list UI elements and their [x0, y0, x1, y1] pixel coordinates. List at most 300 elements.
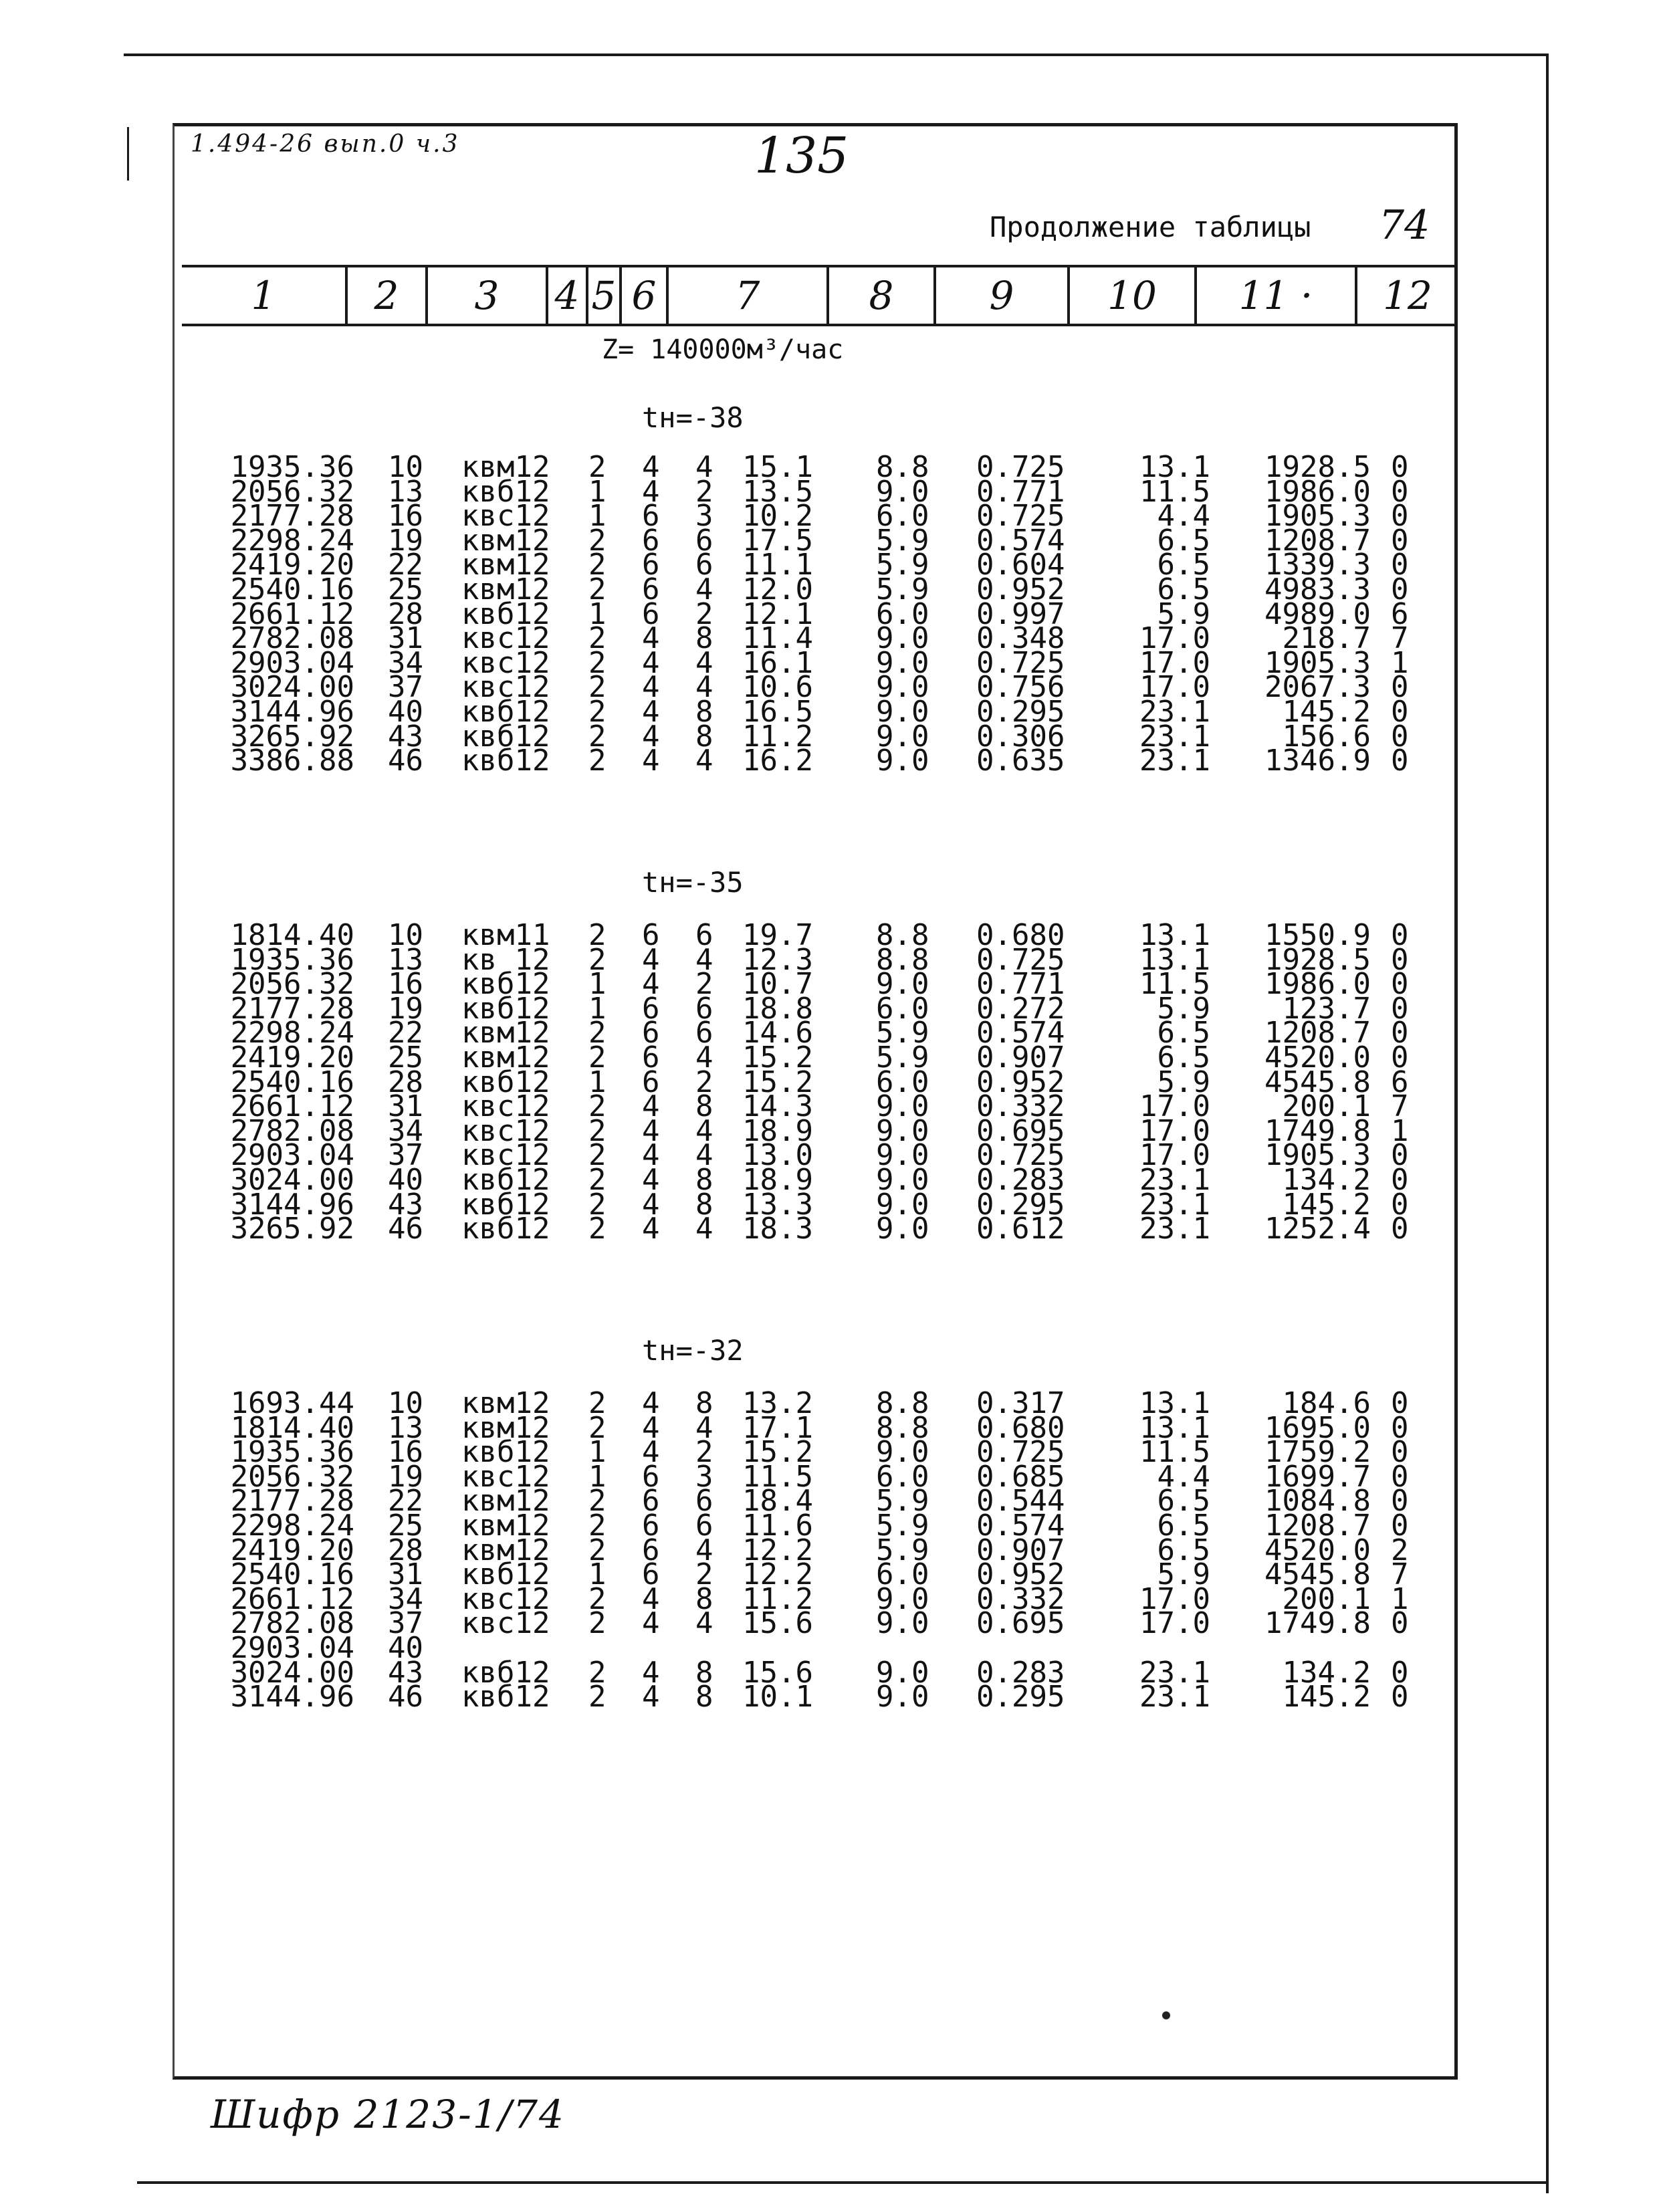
table-cell-col-1: 3024.00: [230, 1655, 354, 1690]
table-cell-col-10: 23.1: [1139, 744, 1210, 778]
table-cell-col-10: 17.0: [1139, 1138, 1210, 1173]
table-cell-col-8: 8.8: [876, 1410, 929, 1445]
table-cell-col-1: 2782.08: [230, 1606, 354, 1641]
table-cell-col-8: 8.8: [876, 450, 929, 484]
table-cell-col-5: 6: [642, 1065, 660, 1099]
table-cell-col-6: 2: [695, 1435, 713, 1470]
table-cell-col-1: 2177.28: [230, 499, 354, 534]
table-cell-col-3: квб12: [461, 1187, 550, 1222]
table-cell-col-2: 46: [388, 1212, 423, 1246]
table-cell-col-11: 1084.8: [1264, 1484, 1371, 1519]
table-cell-col-6: 8: [695, 621, 713, 656]
table-cell-col-11: 4520.0: [1264, 1040, 1371, 1075]
table-cell-col-11: 4545.8: [1264, 1065, 1371, 1099]
table-cell-col-7: 15.6: [742, 1606, 813, 1641]
table-cell-col-2: 28: [388, 1065, 423, 1099]
table-cell-col-7: 15.1: [742, 450, 813, 484]
column-header-8: 8: [829, 267, 936, 324]
table-cell-col-8: 9.0: [876, 621, 929, 656]
table-cell-col-4: 2: [588, 1089, 606, 1124]
table-cell-col-1: 1814.40: [230, 1410, 354, 1445]
table-cell-col-11: 1905.3: [1264, 499, 1371, 534]
table-cell-col-10: 23.1: [1139, 1187, 1210, 1222]
table-cell-col-8: 9.0: [876, 670, 929, 705]
table-cell-col-5: 4: [642, 942, 660, 977]
table-cell-col-5: 4: [642, 695, 660, 729]
table-cell-col-10: 17.0: [1139, 1089, 1210, 1124]
table-cell-col-12: 0: [1391, 1655, 1409, 1690]
table-cell-col-12: 0: [1391, 450, 1409, 484]
table-number: 74: [1379, 202, 1430, 249]
table-cell-col-1: 3265.92: [230, 1212, 354, 1246]
table-cell-col-12: 6: [1391, 596, 1409, 631]
right-border-line: [1546, 53, 1549, 2193]
top-border-line: [124, 53, 1548, 56]
table-cell-col-9: 0.283: [976, 1163, 1065, 1197]
table-cell-col-4: 1: [588, 499, 606, 534]
section-title: tн=-32: [642, 1334, 744, 1367]
table-cell-col-2: 34: [388, 645, 423, 680]
table-cell-col-9: 0.604: [976, 548, 1065, 582]
table-cell-col-7: 19.7: [742, 918, 813, 952]
table-cell-col-2: 43: [388, 1655, 423, 1690]
table-cell-col-10: 11.5: [1139, 474, 1210, 509]
table-cell-col-4: 1: [588, 596, 606, 631]
table-cell-col-11: 1252.4: [1264, 1212, 1371, 1246]
table-cell-col-7: 13.3: [742, 1187, 813, 1222]
table-cell-col-4: 2: [588, 719, 606, 754]
table-cell-col-10: 17.0: [1139, 645, 1210, 680]
table-cell-col-12: 0: [1391, 1606, 1409, 1641]
table-cell-col-9: 0.295: [976, 1680, 1065, 1715]
table-cell-col-11: 145.2: [1282, 1680, 1371, 1715]
table-cell-col-8: 8.8: [876, 942, 929, 977]
table-cell-col-9: 0.295: [976, 1187, 1065, 1222]
table-cell-col-8: 8.8: [876, 918, 929, 952]
table-cell-col-5: 4: [642, 645, 660, 680]
table-cell-col-9: 0.725: [976, 942, 1065, 977]
table-cell-col-9: 0.635: [976, 744, 1065, 778]
table-cell-col-1: 1935.36: [230, 942, 354, 977]
table-cell-col-1: 2661.12: [230, 1089, 354, 1124]
table-cell-col-1: 2903.04: [230, 1138, 354, 1173]
table-cell-col-2: 25: [388, 1509, 423, 1543]
table-cell-col-8: 5.9: [876, 1533, 929, 1567]
table-cell-col-10: 6.5: [1157, 548, 1210, 582]
table-cell-col-9: 0.283: [976, 1655, 1065, 1690]
table-cell-col-1: 2177.28: [230, 1484, 354, 1519]
table-cell-col-9: 0.725: [976, 1435, 1065, 1470]
table-cell-col-1: 3386.88: [230, 744, 354, 778]
table-cell-col-4: 1: [588, 1065, 606, 1099]
table-cell-col-11: 1905.3: [1264, 645, 1371, 680]
table-cell-col-1: 2419.20: [230, 548, 354, 582]
table-cell-col-2: 25: [388, 572, 423, 606]
table-cell-col-3: квс12: [461, 1113, 550, 1148]
table-cell-col-4: 1: [588, 474, 606, 509]
table-cell-col-2: 34: [388, 1581, 423, 1616]
table-cell-col-4: 2: [588, 1163, 606, 1197]
table-cell-col-12: 0: [1391, 1212, 1409, 1246]
table-cell-col-6: 6: [695, 523, 713, 558]
table-cell-col-12: 1: [1391, 1581, 1409, 1616]
table-cell-col-2: 37: [388, 670, 423, 705]
table-cell-col-7: 10.6: [742, 670, 813, 705]
table-cell-col-12: 0: [1391, 744, 1409, 778]
table-cell-col-9: 0.332: [976, 1581, 1065, 1616]
table-cell-col-1: 2903.04: [230, 645, 354, 680]
table-cell-col-11: 134.2: [1282, 1163, 1371, 1197]
table-cell-col-6: 2: [695, 596, 713, 631]
table-cell-col-8: 9.0: [876, 719, 929, 754]
table-cell-col-3: квм12: [461, 548, 550, 582]
table-cell-col-2: 25: [388, 1040, 423, 1075]
table-cell-col-9: 0.771: [976, 474, 1065, 509]
table-cell-col-8: 5.9: [876, 1484, 929, 1519]
table-cell-col-2: 10: [388, 1386, 423, 1420]
table-cell-col-6: 4: [695, 942, 713, 977]
table-cell-col-7: 18.4: [742, 1484, 813, 1519]
table-cell-col-9: 0.695: [976, 1606, 1065, 1641]
table-cell-col-9: 0.725: [976, 1138, 1065, 1173]
table-cell-col-10: 11.5: [1139, 967, 1210, 1002]
table-cell-col-6: 4: [695, 1533, 713, 1567]
table-cell-col-7: 18.9: [742, 1113, 813, 1148]
table-cell-col-8: 9.0: [876, 1655, 929, 1690]
table-cell-col-3: квм12: [461, 572, 550, 606]
column-header-row: [182, 265, 1458, 326]
table-cell-col-2: 40: [388, 695, 423, 729]
table-cell-col-11: 1749.8: [1264, 1606, 1371, 1641]
table-cell-col-9: 0.685: [976, 1459, 1065, 1494]
table-cell-col-8: 9.0: [876, 1138, 929, 1173]
table-cell-col-8: 9.0: [876, 645, 929, 680]
table-cell-col-1: 2782.08: [230, 621, 354, 656]
table-cell-col-12: 0: [1391, 670, 1409, 705]
table-cell-col-12: 0: [1391, 719, 1409, 754]
table-cell-col-3: квс12: [461, 645, 550, 680]
table-cell-col-11: 184.6: [1282, 1386, 1371, 1420]
table-cell-col-1: 1935.36: [230, 450, 354, 484]
table-cell-col-6: 2: [695, 474, 713, 509]
table-cell-col-2: 34: [388, 1113, 423, 1148]
table-cell-col-7: 16.2: [742, 744, 813, 778]
table-cell-col-1: 2056.32: [230, 474, 354, 509]
table-cell-col-12: 0: [1391, 1459, 1409, 1494]
table-cell-col-5: 6: [642, 548, 660, 582]
table-cell-col-9: 0.306: [976, 719, 1065, 754]
table-cell-col-3: квб12: [461, 474, 550, 509]
table-cell-col-2: 43: [388, 719, 423, 754]
table-cell-col-5: 6: [642, 523, 660, 558]
table-cell-col-2: 13: [388, 942, 423, 977]
column-header-6: 6: [622, 267, 669, 324]
table-cell-col-2: 16: [388, 499, 423, 534]
table-cell-col-10: 17.0: [1139, 670, 1210, 705]
table-cell-col-6: 4: [695, 1040, 713, 1075]
table-cell-col-7: 18.3: [742, 1212, 813, 1246]
table-cell-col-6: 4: [695, 450, 713, 484]
table-cell-col-1: 3024.00: [230, 670, 354, 705]
table-cell-col-4: 2: [588, 1040, 606, 1075]
table-cell-col-4: 2: [588, 1212, 606, 1246]
table-cell-col-2: 31: [388, 1557, 423, 1592]
table-cell-col-7: 13.0: [742, 1138, 813, 1173]
table-cell-col-7: 14.3: [742, 1089, 813, 1124]
table-cell-col-10: 23.1: [1139, 1655, 1210, 1690]
table-cell-col-4: 2: [588, 548, 606, 582]
table-cell-col-7: 12.0: [742, 572, 813, 606]
table-cell-col-8: 6.0: [876, 991, 929, 1026]
table-cell-col-7: 18.9: [742, 1163, 813, 1197]
table-cell-col-1: 2298.24: [230, 523, 354, 558]
table-cell-col-4: 1: [588, 1557, 606, 1592]
table-cell-col-4: 2: [588, 695, 606, 729]
table-cell-col-3: квб12: [461, 967, 550, 1002]
table-cell-col-11: 2067.3: [1264, 670, 1371, 705]
table-cell-col-4: 2: [588, 744, 606, 778]
table-cell-col-11: 4989.0: [1264, 596, 1371, 631]
column-header-1: 1: [182, 267, 348, 324]
table-cell-col-8: 9.0: [876, 474, 929, 509]
table-cell-col-4: 1: [588, 1459, 606, 1494]
table-cell-col-7: 15.2: [742, 1040, 813, 1075]
table-cell-col-10: 4.4: [1157, 499, 1210, 534]
table-cell-col-11: 4520.0: [1264, 1533, 1371, 1567]
table-cell-col-5: 4: [642, 670, 660, 705]
table-cell-col-10: 17.0: [1139, 621, 1210, 656]
table-cell-col-10: 5.9: [1157, 991, 1210, 1026]
table-cell-col-10: 17.0: [1139, 1113, 1210, 1148]
table-cell-col-9: 0.907: [976, 1040, 1065, 1075]
table-cell-col-4: 2: [588, 670, 606, 705]
table-cell-col-9: 0.348: [976, 621, 1065, 656]
table-cell-col-3: квс12: [461, 1581, 550, 1616]
table-cell-col-10: 4.4: [1157, 1459, 1210, 1494]
table-cell-col-2: 28: [388, 596, 423, 631]
table-cell-col-3: квс12: [461, 499, 550, 534]
table-cell-col-2: 43: [388, 1187, 423, 1222]
table-cell-col-1: 3144.96: [230, 1187, 354, 1222]
table-cell-col-1: 1693.44: [230, 1386, 354, 1420]
table-cell-col-8: 9.0: [876, 1606, 929, 1641]
document-code: 1.494-26 вып.0 ч.3: [191, 130, 460, 158]
table-cell-col-8: 6.0: [876, 499, 929, 534]
table-cell-col-8: 6.0: [876, 1459, 929, 1494]
table-cell-col-1: 3024.00: [230, 1163, 354, 1197]
table-cell-col-9: 0.574: [976, 1509, 1065, 1543]
table-cell-col-2: 10: [388, 918, 423, 952]
table-cell-col-9: 0.272: [976, 991, 1065, 1026]
table-cell-col-9: 0.695: [976, 1113, 1065, 1148]
table-cell-col-10: 23.1: [1139, 719, 1210, 754]
column-header-4: 4: [548, 267, 588, 324]
table-cell-col-4: 2: [588, 645, 606, 680]
table-cell-col-5: 6: [642, 991, 660, 1026]
table-cell-col-12: 0: [1391, 474, 1409, 509]
table-cell-col-12: 0: [1391, 967, 1409, 1002]
table-cell-col-3: квб12: [461, 1557, 550, 1592]
table-cell-col-4: 2: [588, 1606, 606, 1641]
table-cell-col-6: 6: [695, 1016, 713, 1050]
table-cell-col-7: 10.2: [742, 499, 813, 534]
table-cell-col-2: 19: [388, 991, 423, 1026]
table-cell-col-11: 1905.3: [1264, 1138, 1371, 1173]
table-cell-col-8: 9.0: [876, 1581, 929, 1616]
table-cell-col-1: 2540.16: [230, 1065, 354, 1099]
table-cell-col-2: 31: [388, 621, 423, 656]
table-cell-col-3: квм12: [461, 1509, 550, 1543]
table-cell-col-10: 6.5: [1157, 523, 1210, 558]
table-cell-col-1: 2298.24: [230, 1016, 354, 1050]
table-cell-col-8: 9.0: [876, 1163, 929, 1197]
table-cell-col-4: 2: [588, 1581, 606, 1616]
table-cell-col-5: 4: [642, 1113, 660, 1148]
table-cell-col-6: 8: [695, 1655, 713, 1690]
table-cell-col-6: 8: [695, 1680, 713, 1715]
table-cell-col-8: 9.0: [876, 744, 929, 778]
table-cell-col-4: 2: [588, 1410, 606, 1445]
table-cell-col-9: 0.574: [976, 523, 1065, 558]
table-cell-col-3: квм12: [461, 450, 550, 484]
table-cell-col-10: 13.1: [1139, 942, 1210, 977]
table-cell-col-6: 4: [695, 1410, 713, 1445]
table-cell-col-8: 8.8: [876, 1386, 929, 1420]
table-cell-col-2: 19: [388, 1459, 423, 1494]
table-cell-col-1: 2419.20: [230, 1040, 354, 1075]
table-cell-col-11: 1346.9: [1264, 744, 1371, 778]
table-cell-col-2: 13: [388, 474, 423, 509]
table-cell-col-1: 2540.16: [230, 1557, 354, 1592]
table-cell-col-5: 6: [642, 1557, 660, 1592]
table-cell-col-5: 4: [642, 719, 660, 754]
table-cell-col-5: 4: [642, 450, 660, 484]
table-cell-col-1: 2419.20: [230, 1533, 354, 1567]
table-cell-col-4: 2: [588, 1016, 606, 1050]
table-cell-col-9: 0.725: [976, 645, 1065, 680]
table-cell-col-12: 0: [1391, 1680, 1409, 1715]
table-cell-col-1: 1935.36: [230, 1435, 354, 1470]
continuation-title: Продолжение таблицы: [990, 211, 1311, 243]
table-cell-col-4: 2: [588, 1533, 606, 1567]
table-cell-col-12: 0: [1391, 1138, 1409, 1173]
table-cell-col-12: 0: [1391, 942, 1409, 977]
table-cell-col-7: 15.2: [742, 1065, 813, 1099]
table-cell-col-12: 1: [1391, 645, 1409, 680]
table-cell-col-12: 0: [1391, 1163, 1409, 1197]
table-cell-col-2: 16: [388, 1435, 423, 1470]
table-cell-col-10: 23.1: [1139, 1680, 1210, 1715]
table-cell-col-5: 6: [642, 1509, 660, 1543]
scan-speck: [1162, 2011, 1170, 2019]
table-cell-col-7: 14.6: [742, 1016, 813, 1050]
table-cell-col-6: 3: [695, 1459, 713, 1494]
table-cell-col-3: квб12: [461, 1435, 550, 1470]
table-cell-col-8: 6.0: [876, 596, 929, 631]
column-header-9: 9: [936, 267, 1070, 324]
table-cell-col-4: 2: [588, 1509, 606, 1543]
table-cell-col-7: 15.2: [742, 1435, 813, 1470]
table-cell-col-12: 0: [1391, 1187, 1409, 1222]
table-cell-col-12: 0: [1391, 1016, 1409, 1050]
table-cell-col-12: 0: [1391, 523, 1409, 558]
table-cell-col-7: 16.5: [742, 695, 813, 729]
table-cell-col-5: 4: [642, 1655, 660, 1690]
table-cell-col-11: 134.2: [1282, 1655, 1371, 1690]
table-cell-col-11: 123.7: [1282, 991, 1371, 1026]
table-cell-col-9: 0.952: [976, 1065, 1065, 1099]
column-header-3: 3: [428, 267, 548, 324]
table-cell-col-3: квм12: [461, 1410, 550, 1445]
table-cell-col-8: 9.0: [876, 1680, 929, 1715]
column-header-7: 7: [669, 267, 829, 324]
table-cell-col-4: 2: [588, 572, 606, 606]
table-cell-col-12: 0: [1391, 991, 1409, 1026]
table-cell-col-7: 18.8: [742, 991, 813, 1026]
table-cell-col-11: 1699.7: [1264, 1459, 1371, 1494]
table-cell-col-9: 0.295: [976, 695, 1065, 729]
table-cell-col-12: 6: [1391, 1065, 1409, 1099]
table-cell-col-5: 4: [642, 744, 660, 778]
table-cell-col-6: 8: [695, 719, 713, 754]
table-cell-col-9: 0.680: [976, 1410, 1065, 1445]
table-cell-col-6: 4: [695, 744, 713, 778]
table-cell-col-3: квм12: [461, 1386, 550, 1420]
table-cell-col-11: 156.6: [1282, 719, 1371, 754]
table-cell-col-2: 40: [388, 1631, 423, 1665]
table-cell-col-6: 6: [695, 1509, 713, 1543]
table-cell-col-5: 6: [642, 1040, 660, 1075]
column-header-12: 12: [1383, 273, 1432, 318]
flow-rate-label: Z= 140000м³/час: [602, 334, 844, 365]
table-cell-col-3: квб12: [461, 1655, 550, 1690]
table-cell-col-9: 0.952: [976, 572, 1065, 606]
table-cell-col-3: квб12: [461, 991, 550, 1026]
table-cell-col-11: 1208.7: [1264, 1509, 1371, 1543]
table-cell-col-3: квб12: [461, 744, 550, 778]
table-cell-col-11: 1749.8: [1264, 1113, 1371, 1148]
table-cell-col-10: 23.1: [1139, 695, 1210, 729]
table-cell-col-3: квб12: [461, 1212, 550, 1246]
table-cell-col-4: 2: [588, 1138, 606, 1173]
table-cell-col-2: 28: [388, 1533, 423, 1567]
table-cell-col-8: 5.9: [876, 548, 929, 582]
table-cell-col-2: 16: [388, 967, 423, 1002]
table-cell-col-10: 6.5: [1157, 1484, 1210, 1519]
table-cell-col-8: 5.9: [876, 523, 929, 558]
table-cell-col-3: квб12: [461, 695, 550, 729]
table-cell-col-1: 2782.08: [230, 1113, 354, 1148]
table-cell-col-12: 0: [1391, 1386, 1409, 1420]
table-cell-col-6: 6: [695, 991, 713, 1026]
table-cell-col-1: 3265.92: [230, 719, 354, 754]
table-cell-col-11: 200.1: [1282, 1089, 1371, 1124]
table-cell-col-5: 4: [642, 621, 660, 656]
table-cell-col-5: 4: [642, 1212, 660, 1246]
table-cell-col-7: 17.5: [742, 523, 813, 558]
table-cell-col-5: 4: [642, 1410, 660, 1445]
table-cell-col-12: 0: [1391, 1410, 1409, 1445]
table-cell-col-8: 9.0: [876, 967, 929, 1002]
table-cell-col-3: квм12: [461, 1484, 550, 1519]
page-number: 135: [754, 127, 849, 185]
table-cell-col-4: 2: [588, 1484, 606, 1519]
table-cell-col-5: 6: [642, 1533, 660, 1567]
table-cell-col-6: 4: [695, 670, 713, 705]
table-cell-col-5: 4: [642, 1435, 660, 1470]
table-cell-col-4: 2: [588, 918, 606, 952]
table-cell-col-7: 11.2: [742, 719, 813, 754]
